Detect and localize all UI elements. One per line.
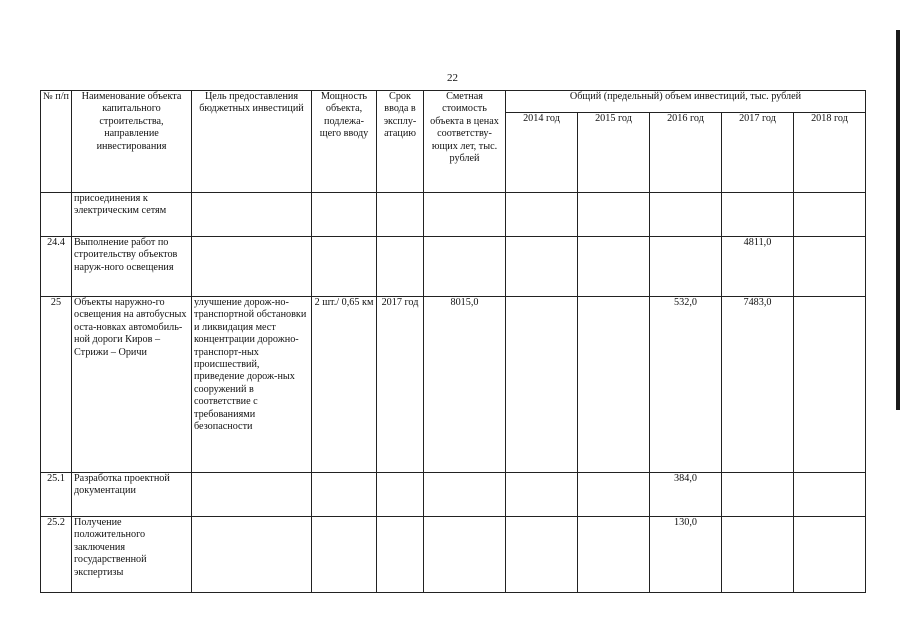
table-row (41, 297, 866, 473)
header-name: Наименование объекта капитального строительства, направление инвестирования (72, 91, 192, 193)
row-year-value (722, 517, 794, 593)
header-capacity: Мощность объекта, подлежа-щего вводу (312, 91, 377, 193)
page-number: 22 (447, 72, 458, 84)
row-goal (192, 473, 312, 517)
header-term: Срок ввода в эксплу-атацию (377, 91, 424, 193)
row-year-value: 4811,0 (722, 237, 794, 297)
row-cost (424, 517, 506, 593)
row-year-value (578, 297, 650, 473)
row-year-value (506, 473, 578, 517)
table-row (41, 237, 866, 297)
row-term: 2017 год (377, 297, 424, 473)
row-year-value (578, 473, 650, 517)
header-total: Общий (предельный) объем инвестиций, тыс. рублей (506, 91, 866, 113)
row-name: Выполнение работ по строительству объектов наруж-ного освещения (72, 237, 192, 297)
row-year-value (794, 297, 866, 473)
row-goal (192, 517, 312, 593)
header-year-2018: 2018 год (794, 113, 866, 193)
row-no: 24.4 (41, 237, 72, 297)
row-name: Объекты наружно-го освещения на автобусных оста-новках автомобиль-ной дороги Киров – Стрижи – Оричи (72, 297, 192, 473)
row-year-value (794, 473, 866, 517)
header-cost: Сметная стоимость объекта в ценах соответству-ющих лет, тыс. рублей (424, 91, 506, 193)
row-capacity (312, 517, 377, 593)
page-edge-bar (896, 30, 900, 410)
row-cost: 8015,0 (424, 297, 506, 473)
row-year-value (722, 473, 794, 517)
row-year-value: 130,0 (650, 517, 722, 593)
row-year-value (506, 237, 578, 297)
table-row (41, 193, 866, 237)
row-year-value (794, 193, 866, 237)
table-row (41, 517, 866, 593)
row-capacity (312, 237, 377, 297)
row-year-value: 384,0 (650, 473, 722, 517)
row-capacity (312, 193, 377, 237)
row-year-value (794, 237, 866, 297)
header-goal: Цель предоставления бюджетных инвестиций (192, 91, 312, 193)
row-term (377, 193, 424, 237)
row-goal (192, 193, 312, 237)
row-year-value (578, 517, 650, 593)
row-year-value (722, 193, 794, 237)
row-year-value (794, 517, 866, 593)
row-no: 25 (41, 297, 72, 473)
header-year-2016: 2016 год (650, 113, 722, 193)
row-year-value (578, 193, 650, 237)
row-year-value (650, 237, 722, 297)
row-year-value: 7483,0 (722, 297, 794, 473)
row-year-value (506, 297, 578, 473)
row-name: Получение положительного заключения государственной экспертизы (72, 517, 192, 593)
table-row (41, 473, 866, 517)
row-cost (424, 193, 506, 237)
row-term (377, 237, 424, 297)
row-year-value: 532,0 (650, 297, 722, 473)
header-no: № п/п (41, 91, 72, 193)
row-year-value (506, 193, 578, 237)
row-year-value (506, 517, 578, 593)
row-capacity (312, 473, 377, 517)
row-goal: улучшение дорож-но-транспортной обстановки и ликвидация мест концентрации дорожно-транспорт-ных происшествий, приведение дорож-ных сооружений в соответствие с требованиями безопасности (192, 297, 312, 473)
header-year-2017: 2017 год (722, 113, 794, 193)
row-no (41, 193, 72, 237)
row-name: присоединения к электрическим сетям (72, 193, 192, 237)
row-year-value (650, 193, 722, 237)
row-goal (192, 237, 312, 297)
row-cost (424, 237, 506, 297)
row-no: 25.2 (41, 517, 72, 593)
row-year-value (578, 237, 650, 297)
header-year-2015: 2015 год (578, 113, 650, 193)
row-name: Разработка проектной документации (72, 473, 192, 517)
header-year-2014: 2014 год (506, 113, 578, 193)
row-capacity: 2 шт./ 0,65 км (312, 297, 377, 473)
investment-table (40, 90, 866, 593)
row-cost (424, 473, 506, 517)
row-no: 25.1 (41, 473, 72, 517)
row-term (377, 473, 424, 517)
row-term (377, 517, 424, 593)
